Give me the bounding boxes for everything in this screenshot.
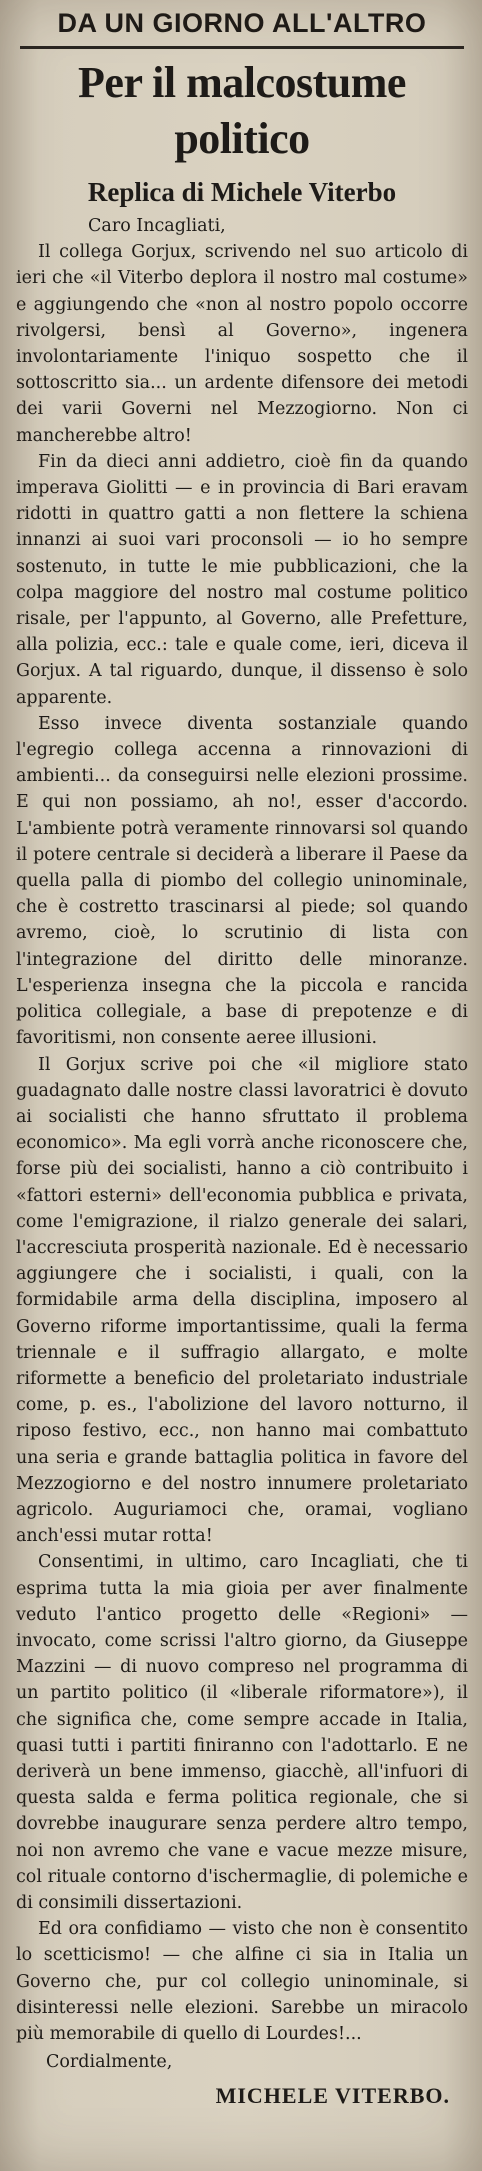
article-body [16, 239, 468, 2047]
salutation: Caro Incagliati, [88, 216, 226, 236]
signature: MICHELE VITERBO. [215, 2083, 450, 2109]
paragraph: Il collega Gorjux, scrivendo nel suo articolo di ieri che «il Viterbo deplora il nostro mal costume» e aggiungendo che «non al nostro popolo occorre rivolgersi, bensì al Governo», ingenera involontariamente l'iniquo sospetto che il sottoscritto sia... un ardente difensore dei metodi dei varii Governi nel Mezzogiorno. Non ci mancherebbe altro! [16, 242, 468, 446]
closing: Cordialmente, [46, 2052, 173, 2073]
paragraph: Esso invece diventa sostanziale quando l'egregio collega accenna a rinnovazioni di ambienti... da conseguirsi nelle elezioni prossime. E qui non possiamo, ah no!, esser d'accordo. L'ambiente potrà veramente rinnovarsi sol quando il potere centrale si deciderà a liberare il Paese da quella palla di piombo del collegio uninominale, che è costretto trascinarsi al piede; sol quando avremo, cioè, lo scrutinio di lista con l'integrazione del diritto delle minoranze. L'esperienza insegna che la piccola e rancida politica collegiale, a base di prepotenze e di favoritismi, non consente aeree illusioni. [16, 713, 468, 1049]
article-headline: Per il malcostume politico [78, 58, 406, 163]
paragraph: Il Gorjux scrive poi che «il migliore stato guadagnato dalle nostre classi lavoratrici è dovuto ai socialisti che hanno sfruttato il problema economico». Ma egli vorrà anche riconoscere che, forse più dei socialisti, hanno a ciò contribuito i «fattori esterni» dell'economia pubblica e privata, come l'emigrazione, il rialzo generale dei salari, l'accresciuta prosperità nazionale. Ed è necessario aggiungere che i socialisti, i quali, con la formidabile arma della disciplina, imposero al Governo riforme importantissime, quali la ferma triennale e il suffragio allargato, e molte riformette a beneficio del proletariato industriale come, p. es., l'abolizione del lavoro notturno, il riposo festivo, ecc., non hanno mai combattuto una seria e grande battaglia politica in favore del Mezzogiorno e del nostro innumere proletariato agricolo. Auguriamoci che, oramai, vogliano anch'essi mutar rotta! [16, 1054, 468, 1547]
paragraph: Ed ora confidiamo — visto che non è consentito lo scetticismo! — che alfine ci sia in Italia un Governo che, pur col collegio uninominale, si disinteressi nelle elezioni. Sarebbe un miracolo più memorabile di quello di Lourdes!... [16, 1919, 468, 2045]
section-rubric: DA UN GIORNO ALL'ALTRO [57, 8, 427, 38]
paragraph: Fin da dieci anni addietro, cioè fin da quando imperava Giolitti — e in provincia di Bari eravam ridotti in quattro gatti a non flettere la schiena innanzi ai suoi vari proconsoli — io ho sempre sostenuto, in tutte le mie pubblicazioni, che la colpa maggiore del nostro mal costume politico risale, per l'appunto, al Governo, alle Prefetture, alla polizia, ecc.: tale e quale come, ieri, diceva il Gorjux. A tal riguardo, dunque, il dissenso è solo apparente. [16, 451, 468, 708]
paragraph: Consentimi, in ultimo, caro Incagliati, che ti esprima tutta la mia gioia per aver finalmente veduto l'antico progetto delle «Regioni» — invocato, come scrissi l'altro giorno, da Giuseppe Mazzini — di nuovo compreso nel programma di un partito politico (il «liberale riformatore»), il che significa che, come sempre accade in Italia, quasi tutti i partiti finiranno con l'adottarlo. E ne deriverà un bene immenso, giacchè, all'infuori di questa salda e ferma politica regionale, che si dovrebbe inaugurare senza perdere altro tempo, noi non avremo che vane e vacue mezze misure, col rituale contorno d'ischermaglie, di polemiche e di consimili dissertazioni. [16, 1552, 468, 1913]
rubric-rule [20, 46, 464, 49]
article-subhead: Replica di Michele Viterbo [87, 177, 397, 207]
